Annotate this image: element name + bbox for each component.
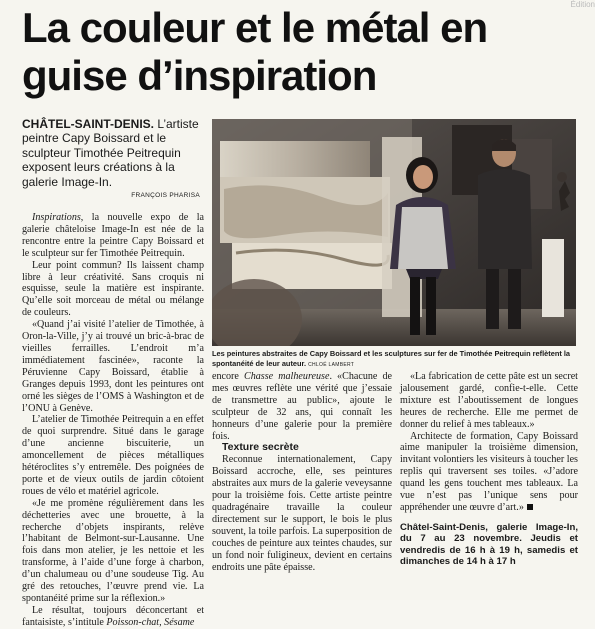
exhibition-info-text: Châtel-Saint-Denis, galerie Image-In, du 7 au 23 novembre. Jeudis et vendredis de 16 h à 19 h, samedis et dimanches de 14 h à 17 h xyxy=(400,521,578,568)
paragraph: «La fabrication de cette pâte est un secret jalousement gardé, confie-t-elle. Cette mixture est l’aboutissement de longues heures de recherche. Elle me permet de donner du relief à mes tableaux.» xyxy=(400,371,578,430)
article-photo xyxy=(212,119,576,346)
paragraph xyxy=(22,605,204,629)
paragraph-text: Le résultat, toujours déconcertant et fantaisiste, s’intitule xyxy=(22,604,204,628)
paragraph xyxy=(22,212,204,260)
paragraph xyxy=(400,431,578,514)
dateline: CHÂTEL-SAINT-DENIS. xyxy=(22,117,154,131)
end-of-article-mark xyxy=(527,504,533,510)
headline: La couleur et le métal en guise d’inspiration xyxy=(22,4,488,99)
artwork-title: Chasse malheureuse xyxy=(243,371,330,382)
artwork-titles: Poisson-chat, Sésame xyxy=(106,616,195,628)
paragraph-text: Architecte de formation, Capy Boissard aime manipuler la troisième dimension, invitant volontiers les visiteurs à toucher les replis qui traversent ses toiles. «J’adore quand les gens touchent mes tableaux. La vue n’est pas l’unique sens pour appréhender une œuvre d’art.» xyxy=(400,430,578,513)
article-column-1 xyxy=(22,212,204,629)
paragraph: «Je me promène régulièrement dans les déchetteries avec une brouette, à la recherche d’objets inspirants, relève l’habitant de Belmont-sur-Lausanne. Une fois dans mon atelier, je les nettoie et les transforme, à l’aide d’une forge à charbon, d’un chalumeau ou d’une soudeuse Tig. Au gré des retouches, l’œuvre prend vie. La spontanéité prime sur la réflexion.» xyxy=(22,497,204,604)
paragraph-text: . «Chacune de mes œuvres reflète une vérité que j’essaie de transmettre au public», ajoute le sculpteur de 32 ans, qui connaît les honneurs d’une galerie pour la première fois. xyxy=(212,371,393,442)
paragraph: «Quand j’ai visité l’atelier de Timothée, à Oron-la-Ville, j’y ai trouvé un bric-à-brac de vieilles ferrailles. L’endroit m’a immédiatement fascinée», raconte la Péruvienne Capy Boissard, établie à Granges depuis 1993, dont les peintures ont orné les sièges de l’OMS à Washington et de l’ONU à Genève. xyxy=(22,319,204,414)
edition-ghost-text: Édition xyxy=(570,0,595,9)
photo-illustration xyxy=(212,119,576,346)
exhibition-info xyxy=(400,522,578,568)
article-column-2 xyxy=(212,371,392,573)
paragraph: Leur point commun? Ils laissent champ libre à leur créativité. Sans croquis ni esquisse, seule la matière est inspirante. Qu’elle soit morceau de métal ou mélange de couleurs. xyxy=(22,259,204,319)
article-column-3 xyxy=(400,371,578,568)
byline: FRANÇOIS PHARISA xyxy=(131,192,200,199)
lead-text: L’artiste peintre Capy Boissard et le sculpteur Timothée Peitrequin exposent leurs créations à la galerie Image-In. xyxy=(22,117,199,189)
caption-text: Les peintures abstraites de Capy Boissard et les sculptures sur fer de Timothée Peitrequin reflètent la spontanéité de leur auteur. xyxy=(212,349,571,368)
lead-paragraph xyxy=(22,117,200,189)
paragraph: Reconnue internationalement, Capy Boissard accroche, elle, ses peintures abstraites aux murs de la galerie veveysanne pour la troisième fois. Cette artiste peintre quadragénaire travaille la couleur directement sur le support, le bois le plus souvent, la toile parfois. La superposition de couches de peinture aux teintes chaudes, sur un fond noir fuligineux, devient en certains endroits une pâte épaisse. xyxy=(212,454,392,573)
expo-title: Inspirations xyxy=(32,212,81,223)
paragraph xyxy=(212,371,392,442)
paragraph: L’atelier de Timothée Peitrequin a en effet de quoi surprendre. Situé dans le garage d’une ancienne biscuiterie, un amoncellement de pièces métalliques hétéroclites s’y entremêle. Des poignées de porte et de vieux outils de jardin côtoient roues de vélo et matériel agricole. xyxy=(22,414,204,497)
subheading: Texture secrète xyxy=(222,441,299,454)
photo-credit: CHLOÉ LAMBERT xyxy=(308,361,355,368)
paragraph-text: , la nouvelle expo de la galerie châteloise Image-In est née de la rencontre entre la peintre Capy Boissard et le sculpteur sur fer Timothée Peitrequin. xyxy=(22,212,204,259)
paragraph-text: encore xyxy=(212,371,244,382)
photo-caption xyxy=(212,349,578,370)
